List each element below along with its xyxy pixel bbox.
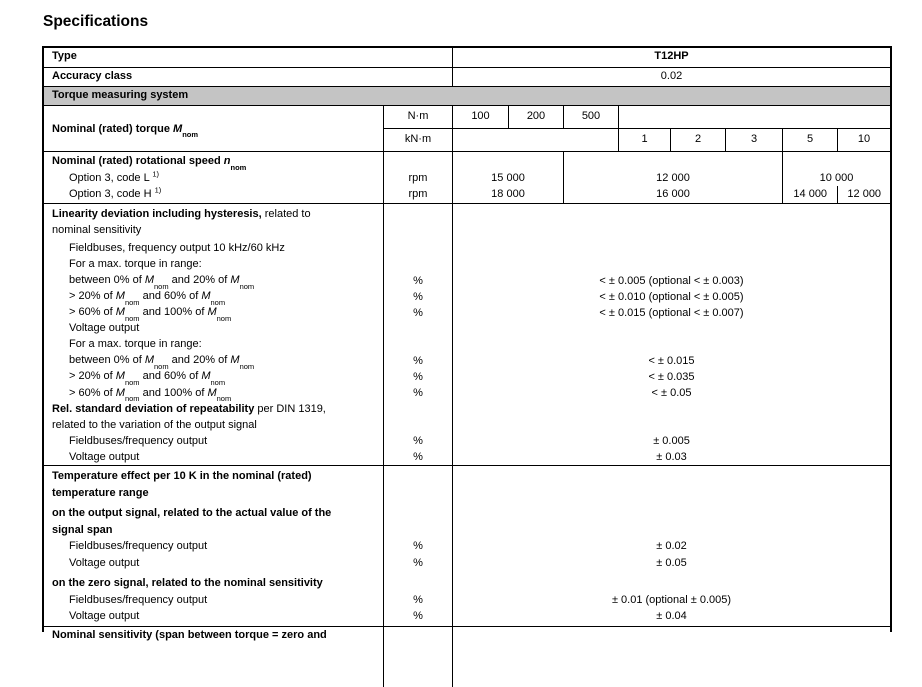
- torque-knm-subrow: [383, 129, 890, 151]
- torque-value-1: 1: [618, 129, 670, 151]
- rotational-speed-units: [383, 152, 452, 203]
- torque-value-100: 100: [452, 106, 508, 128]
- nominal-torque-label: [44, 106, 383, 151]
- range-intro-label: For a max. torque in range:: [69, 338, 202, 351]
- torque-value-3: 3: [725, 129, 782, 151]
- empty-line: [453, 485, 890, 502]
- temperature-zero-value-1: ± 0.01 (optional ± 0.005): [611, 593, 732, 606]
- repeatability-title-line1: Rel. standard deviation of repeatability per DIN 1319,: [52, 402, 326, 415]
- speed-h-split: [783, 186, 890, 203]
- row-rotational-speed: [44, 152, 890, 204]
- empty-line: [384, 153, 452, 170]
- empty-line: [384, 505, 452, 522]
- row-nominal-sensitivity-partial: [44, 627, 890, 687]
- empty-line: [783, 153, 890, 170]
- empty-line: [384, 241, 452, 257]
- type-value: T12HP: [452, 48, 890, 67]
- speed-l-value-1: 15 000: [491, 171, 525, 184]
- row-type: [44, 48, 890, 68]
- range-intro-label: For a max. torque in range:: [69, 257, 202, 270]
- empty-line: [453, 206, 890, 222]
- repeatability-voltage-value: ± 0.03: [656, 450, 687, 463]
- speed-l-value-2: 12 000: [656, 171, 690, 184]
- type-label: Type: [52, 50, 77, 62]
- unit-cell-percent: %: [413, 593, 423, 606]
- linearity-fieldbus-value-3: < ± 0.015 (optional < ± 0.007): [599, 306, 744, 319]
- repeatability-title-line2: related to the variation of the output signal: [52, 418, 257, 431]
- unit-cell-knm: kN·m: [383, 129, 452, 151]
- rotational-speed-labels: [44, 152, 383, 203]
- range-2-label: > 20% of $M_{nom}$ and 60% of $M_{nom}$: [69, 370, 226, 388]
- rotational-speed-title: Nominal (rated) rotational speed $n_{nom}$: [52, 155, 247, 172]
- row-temperature-effect: [44, 466, 890, 627]
- linearity-title-line1: Linearity deviation including hysteresis, related to: [52, 208, 311, 220]
- temperature-zero-value-2: ± 0.04: [656, 610, 687, 622]
- repeatability-fieldbus-value: ± 0.005: [653, 434, 690, 447]
- unit-cell-percent: %: [413, 450, 423, 463]
- empty-line: [453, 468, 890, 485]
- empty-line: [384, 206, 452, 222]
- empty-line: [453, 505, 890, 522]
- empty-line: [453, 417, 890, 433]
- empty-line: [453, 401, 890, 417]
- speed-subscript: nom: [230, 162, 247, 172]
- unit-cell-percent: %: [413, 290, 423, 303]
- empty-line: [384, 575, 452, 592]
- empty-line: [453, 575, 890, 592]
- empty-line: [384, 337, 452, 353]
- temperature-fieldbus-label: Fieldbuses/frequency output: [69, 540, 208, 552]
- torque-value-5: 5: [782, 129, 837, 151]
- option-code-h-label: Option 3, code H $^{1)}$: [69, 185, 162, 200]
- output-signal-title-line1: on the output signal, related to the actual value of the: [52, 507, 332, 519]
- torque-symbol: M: [173, 122, 183, 135]
- speed-h-value-1: 18 000: [491, 188, 525, 200]
- linearity-labels: [44, 204, 383, 465]
- torque-nm-subrow: [383, 106, 890, 129]
- rotational-speed-values: [452, 152, 890, 203]
- empty-line: [453, 337, 890, 353]
- unit-cell-percent: %: [413, 386, 423, 399]
- empty-line: [384, 321, 452, 337]
- speed-symbol: n: [223, 155, 231, 167]
- empty-cell: [452, 627, 890, 687]
- empty-line: [384, 468, 452, 485]
- unit-cell-percent: %: [413, 274, 423, 287]
- empty-line: [453, 241, 890, 257]
- repeatability-fieldbus-label: Fieldbuses/frequency output: [69, 434, 208, 447]
- torque-value-2: 2: [670, 129, 725, 151]
- range-2-label: > 20% of $M_{nom}$ and 60% of $M_{nom}$: [69, 289, 226, 307]
- empty-line: [384, 522, 452, 539]
- empty-line: [453, 321, 890, 337]
- empty-line: [384, 222, 452, 238]
- speed-h-value-3: 14 000: [793, 188, 828, 200]
- footnote-marker: 1): [154, 185, 162, 195]
- output-signal-title-line2: signal span: [52, 523, 113, 536]
- torque-value-200: 200: [508, 106, 563, 128]
- speed-strip-3: [782, 152, 890, 203]
- torque-subscript: nom: [182, 130, 199, 140]
- temperature-labels: [44, 466, 383, 626]
- temperature-title-line1: Temperature effect per 10 K in the nominal (rated): [52, 470, 312, 482]
- empty-line: [384, 257, 452, 273]
- temperature-span-value-1: ± 0.02: [656, 540, 687, 552]
- footnote-marker: 1): [152, 168, 160, 178]
- unit-cell-percent: %: [413, 540, 423, 552]
- fieldbus-output-label: Fieldbuses, frequency output 10 kHz/60 kHz: [69, 241, 285, 254]
- temperature-title-line2: temperature range: [52, 486, 149, 499]
- speed-strip-1: [452, 152, 563, 203]
- accuracy-class-label: Accuracy class: [52, 70, 133, 82]
- row-nominal-torque: [44, 106, 890, 152]
- linearity-values: [452, 204, 890, 465]
- range-1-label: between 0% of $M_{nom}$ and 20% of $M_{nom}$: [69, 273, 255, 291]
- unit-cell-percent: %: [413, 354, 423, 367]
- row-linearity-repeatability: [44, 204, 890, 466]
- empty-line: [453, 153, 563, 170]
- temperature-voltage-label: Voltage output: [69, 556, 140, 569]
- linearity-fieldbus-value-1: < ± 0.005 (optional < ± 0.003): [599, 274, 744, 287]
- empty-line: [453, 222, 890, 238]
- temperature-values: [452, 466, 890, 626]
- section-header-label: Torque measuring system: [52, 89, 189, 101]
- unit-cell-nm: N·m: [383, 106, 452, 128]
- empty-cell: [452, 129, 618, 151]
- zero-voltage-label: Voltage output: [69, 610, 140, 622]
- repeatability-voltage-label: Voltage output: [69, 450, 140, 463]
- torque-value-10: 10: [837, 129, 890, 151]
- accuracy-class-value: 0.02: [452, 68, 890, 86]
- unit-cell-percent: %: [413, 434, 423, 447]
- speed-h-value-2: 16 000: [656, 188, 690, 200]
- empty-line: [384, 417, 452, 433]
- unit-cell-percent: %: [413, 610, 423, 622]
- speed-strip-2: [563, 152, 782, 203]
- speed-h-value-4: 12 000: [837, 186, 890, 203]
- unit-cell-rpm: rpm: [408, 171, 428, 184]
- empty-line: [453, 257, 890, 273]
- range-1-label: between 0% of $M_{nom}$ and 20% of $M_{nom}$: [69, 354, 255, 372]
- range-3-label: > 60% of $M_{nom}$ and 100% of $M_{nom}$: [69, 306, 232, 323]
- empty-line: [384, 401, 452, 417]
- zero-signal-title: on the zero signal, related to the nominal sensitivity: [52, 577, 323, 589]
- nominal-sensitivity-label: Nominal sensitivity (span between torque = zero and: [52, 629, 327, 641]
- unit-cell-percent: %: [413, 556, 423, 569]
- linearity-voltage-value-2: < ± 0.035: [648, 370, 695, 383]
- option-code-l-label: Option 3, code L $^{1)}$: [69, 168, 160, 184]
- voltage-output-label: Voltage output: [69, 322, 140, 335]
- section-header-torque-measuring-system: [44, 87, 890, 106]
- torque-value-500: 500: [563, 106, 618, 128]
- page-title: Specifications: [43, 13, 149, 30]
- speed-l-value-3: 10 000: [819, 171, 854, 184]
- specifications-table: [42, 46, 892, 641]
- unit-cell-percent: %: [413, 306, 423, 319]
- empty-cell: [618, 106, 890, 128]
- empty-cell: [383, 627, 452, 687]
- linearity-title-line2: nominal sensitivity: [52, 224, 142, 237]
- row-accuracy-class: [44, 68, 890, 87]
- zero-fieldbus-label: Fieldbuses/frequency output: [69, 593, 208, 606]
- temperature-span-value-2: ± 0.05: [656, 556, 687, 569]
- temperature-units: [383, 466, 452, 626]
- range-3-label: > 60% of $M_{nom}$ and 100% of $M_{nom}$: [69, 386, 232, 404]
- linearity-voltage-value-3: < ± 0.05: [651, 386, 692, 399]
- nominal-torque-values: [383, 106, 890, 151]
- empty-line: [453, 522, 890, 539]
- unit-cell-percent: %: [413, 370, 423, 383]
- linearity-fieldbus-value-2: < ± 0.010 (optional < ± 0.005): [599, 290, 744, 303]
- empty-line: [564, 153, 782, 170]
- linearity-units: [383, 204, 452, 465]
- unit-cell-rpm: rpm: [408, 188, 428, 200]
- linearity-voltage-value-1: < ± 0.015: [648, 354, 695, 367]
- empty-line: [384, 485, 452, 502]
- nominal-torque-label-text: Nominal (rated) torque $M_{nom}$: [52, 122, 199, 140]
